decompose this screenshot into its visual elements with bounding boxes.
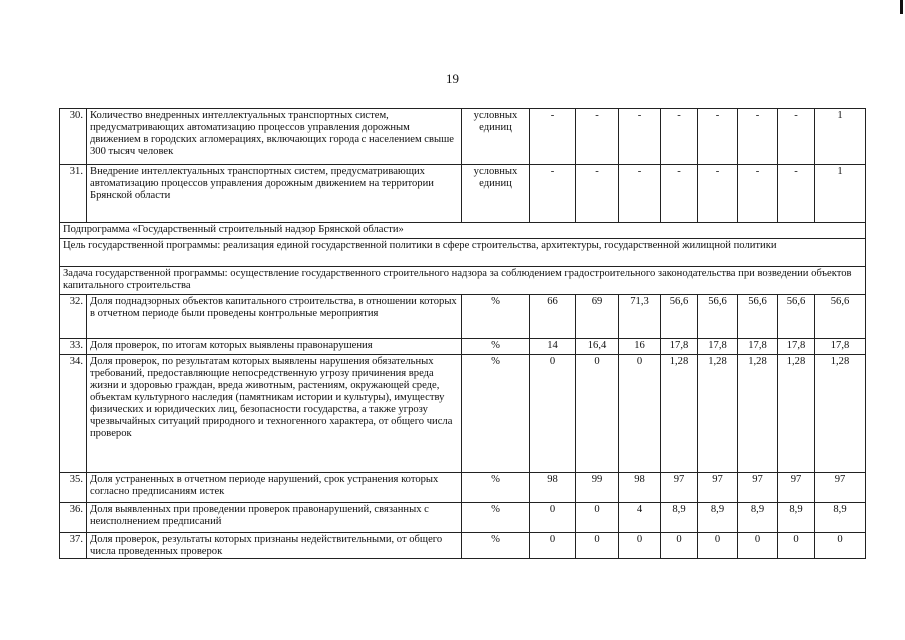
unit-cell: %: [462, 295, 530, 339]
value-cell: 0: [576, 533, 619, 559]
value-cell: 69: [576, 295, 619, 339]
indicators-table: [59, 108, 866, 559]
value-cell: 0: [530, 355, 576, 473]
value-cell: 4: [619, 503, 661, 533]
indicator-name-cell: Доля устраненных в отчетном периоде нарушений, срок устранения которых согласно предписаниям истек: [87, 473, 462, 503]
value-cell: 98: [619, 473, 661, 503]
value-cell: 0: [576, 503, 619, 533]
value-cell: 16,4: [576, 339, 619, 355]
unit-cell: условных единиц: [462, 165, 530, 223]
value-cell: 98: [530, 473, 576, 503]
indicator-name-cell: Доля проверок, результаты которых признаны недействительными, от общего числа проведенных проверок: [87, 533, 462, 559]
value-cell: 0: [619, 355, 661, 473]
row-number-cell: 31.: [60, 165, 87, 223]
value-cell: 56,6: [738, 295, 778, 339]
page-number: 19: [446, 71, 459, 86]
value-cell: 17,8: [661, 339, 698, 355]
value-cell: 8,9: [661, 503, 698, 533]
value-cell: 0: [619, 533, 661, 559]
value-cell: 1: [815, 109, 866, 165]
row-number-cell: 33.: [60, 339, 87, 355]
value-cell: 71,3: [619, 295, 661, 339]
value-cell: 99: [576, 473, 619, 503]
value-cell: 1: [815, 165, 866, 223]
value-cell: -: [619, 165, 661, 223]
value-cell: -: [661, 109, 698, 165]
row-number-cell: 36.: [60, 503, 87, 533]
table-body: [60, 109, 866, 559]
value-cell: 8,9: [698, 503, 738, 533]
value-cell: -: [778, 165, 815, 223]
indicator-name-cell: Доля проверок, по итогам которых выявлены правонарушения: [87, 339, 462, 355]
indicator-name-cell: Количество внедренных интеллектуальных транспортных систем, предусматривающих автоматизацию процессов управления дорожным движением в городских агломерациях, включающих города с населением свыше 300 тысяч человек: [87, 109, 462, 165]
indicator-name-cell: Доля проверок, по результатам которых выявлены нарушения обязательных требований, предоставляющие непосредственную угрозу причинения вреда жизни и здоровью граждан, вреда животным, растениям, окружающей среде, объектам культурного наследия (памятникам истории и культуры), имуществу физических и юридических лиц, безопасности государства, а также угрозу чрезвычайных ситуаций природного и техногенного характера, от общего числа проверок: [87, 355, 462, 473]
value-cell: -: [738, 109, 778, 165]
value-cell: 1,28: [815, 355, 866, 473]
value-cell: 17,8: [738, 339, 778, 355]
value-cell: 56,6: [661, 295, 698, 339]
value-cell: -: [530, 165, 576, 223]
value-cell: -: [661, 165, 698, 223]
table-row: [60, 503, 866, 533]
value-cell: -: [698, 165, 738, 223]
value-cell: 17,8: [698, 339, 738, 355]
value-cell: 97: [661, 473, 698, 503]
indicator-name-cell: Доля поднадзорных объектов капитального строительства, в отношении которых в отчетном периоде были проведены контрольные мероприятия: [87, 295, 462, 339]
value-cell: 97: [778, 473, 815, 503]
row-number-cell: 32.: [60, 295, 87, 339]
value-cell: 8,9: [778, 503, 815, 533]
value-cell: 0: [530, 503, 576, 533]
unit-cell: %: [462, 533, 530, 559]
section-row: [60, 267, 866, 295]
value-cell: 56,6: [778, 295, 815, 339]
value-cell: 1,28: [661, 355, 698, 473]
value-cell: -: [576, 165, 619, 223]
table-row: [60, 473, 866, 503]
value-cell: 14: [530, 339, 576, 355]
unit-cell: %: [462, 503, 530, 533]
indicator-name-cell: Внедрение интеллектуальных транспортных систем, предусматривающих автоматизацию процессов управления дорожным движением на территории Брянской области: [87, 165, 462, 223]
section-row: [60, 223, 866, 239]
value-cell: 0: [661, 533, 698, 559]
value-cell: 0: [778, 533, 815, 559]
row-number-cell: 35.: [60, 473, 87, 503]
section-row: [60, 239, 866, 267]
value-cell: -: [738, 165, 778, 223]
section-heading-cell: Подпрограмма «Государственный строительный надзор Брянской области»: [60, 223, 866, 239]
value-cell: 17,8: [778, 339, 815, 355]
table-row: [60, 295, 866, 339]
value-cell: 1,28: [738, 355, 778, 473]
table-row: [60, 355, 866, 473]
row-number-cell: 30.: [60, 109, 87, 165]
table-row: [60, 533, 866, 559]
value-cell: 66: [530, 295, 576, 339]
value-cell: 97: [698, 473, 738, 503]
unit-cell: %: [462, 339, 530, 355]
value-cell: 56,6: [815, 295, 866, 339]
value-cell: 8,9: [738, 503, 778, 533]
value-cell: 1,28: [778, 355, 815, 473]
indicator-name-cell: Доля выявленных при проведении проверок правонарушений, связанных с неисполнением предписаний: [87, 503, 462, 533]
value-cell: 0: [576, 355, 619, 473]
value-cell: -: [530, 109, 576, 165]
value-cell: 1,28: [698, 355, 738, 473]
value-cell: 0: [815, 533, 866, 559]
row-number-cell: 37.: [60, 533, 87, 559]
value-cell: 0: [530, 533, 576, 559]
value-cell: 0: [698, 533, 738, 559]
value-cell: 16: [619, 339, 661, 355]
value-cell: 97: [738, 473, 778, 503]
table-row: [60, 165, 866, 223]
value-cell: -: [576, 109, 619, 165]
value-cell: 97: [815, 473, 866, 503]
section-heading-cell: Цель государственной программы: реализация единой государственной политики в сфере строительства, архитектуры, государственной жилищной политики: [60, 239, 866, 267]
value-cell: 17,8: [815, 339, 866, 355]
value-cell: 56,6: [698, 295, 738, 339]
value-cell: 8,9: [815, 503, 866, 533]
table-row: [60, 109, 866, 165]
unit-cell: условных единиц: [462, 109, 530, 165]
value-cell: -: [698, 109, 738, 165]
section-heading-cell: Задача государственной программы: осуществление государственного строительного надзора за соблюдением градостроительного законодательства при возведении объектов капитального строительства: [60, 267, 866, 295]
unit-cell: %: [462, 355, 530, 473]
value-cell: -: [778, 109, 815, 165]
unit-cell: %: [462, 473, 530, 503]
value-cell: -: [619, 109, 661, 165]
row-number-cell: 34.: [60, 355, 87, 473]
value-cell: 0: [738, 533, 778, 559]
table-row: [60, 339, 866, 355]
page-edge-mark: [900, 0, 903, 14]
